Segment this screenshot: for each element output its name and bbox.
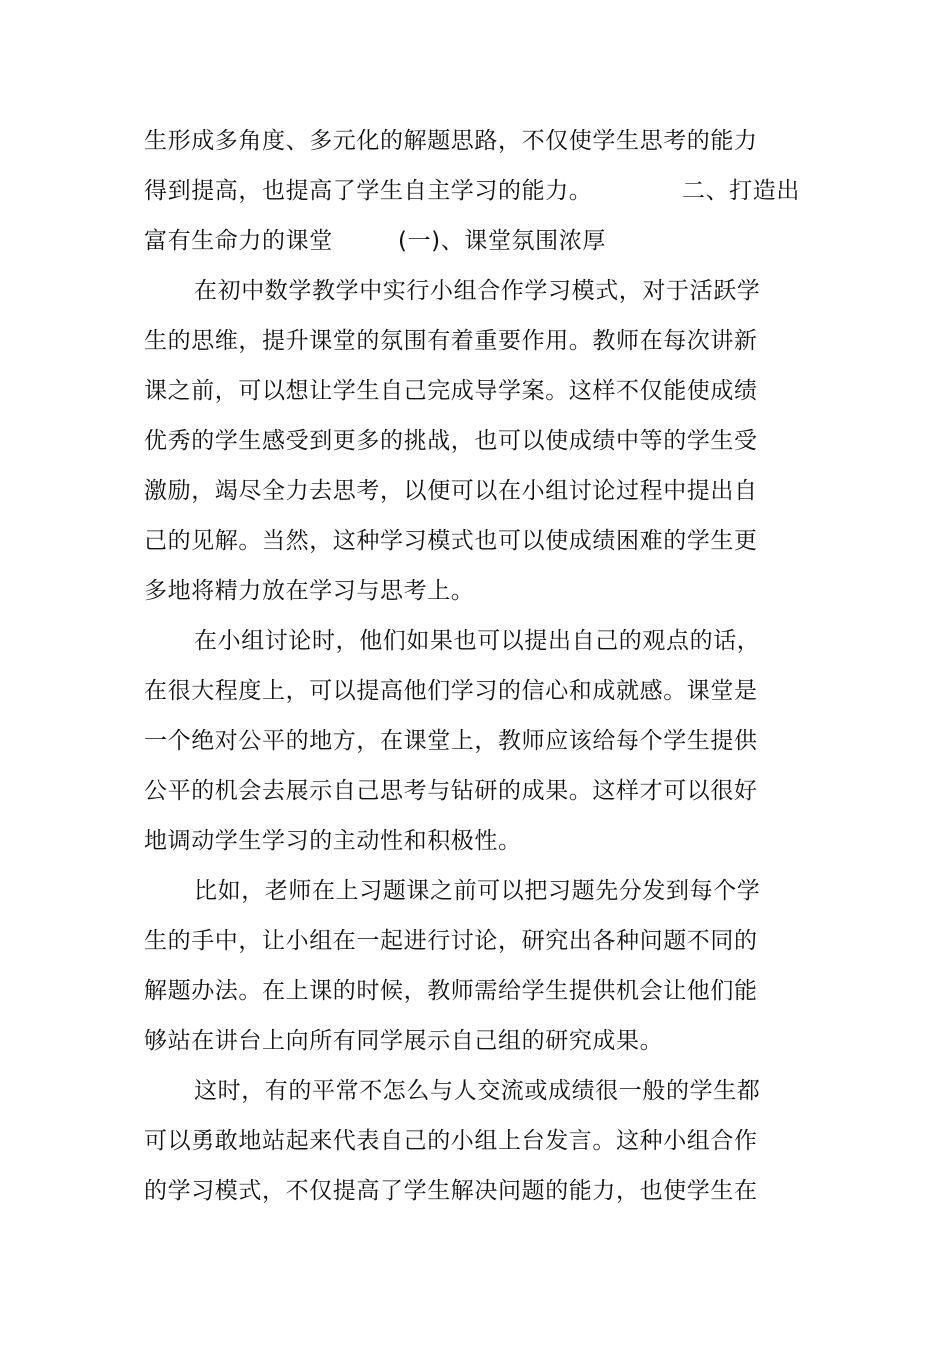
text-line: 课之前，可以想让学生自己完成导学案。这样不仅能使成绩 <box>144 378 758 404</box>
paragraph-first-line: 在初中数学教学中实行小组合作学习模式，对于活跃学 <box>194 278 761 304</box>
text-line: 在很大程度上，可以提高他们学习的信心和成就感。课堂是 <box>144 678 758 704</box>
text-segment: 得到提高，也提高了学生自主学习的能力。 <box>144 178 593 204</box>
paragraph-first-line: 这时，有的平常不怎么与人交流或成绩很一般的学生都 <box>194 1078 761 1104</box>
section-heading-continued: 富有生命力的课堂 <box>144 228 333 254</box>
paragraph-first-line: 比如，老师在上习题课之前可以把习题先分发到每个学 <box>194 878 761 904</box>
text-line: 可以勇敢地站起来代表自己的小组上台发言。这种小组合作 <box>144 1128 758 1154</box>
text-line: 多地将精力放在学习与思考上。 <box>144 578 475 604</box>
text-line: 的学习模式，不仅提高了学生解决问题的能力，也使学生在 <box>144 1178 758 1204</box>
text-line: 生形成多角度、多元化的解题思路，不仅使学生思考的能力 <box>144 128 758 154</box>
subsection-heading: (一)、课堂氛围浓厚 <box>398 228 606 254</box>
text-line: 解题办法。在上课的时候，教师需给学生提供机会让他们能 <box>144 978 758 1004</box>
text-line: 己的见解。当然，这种学习模式也可以使成绩困难的学生更 <box>144 528 758 554</box>
text-line: 够站在讲台上向所有同学展示自己组的研究成果。 <box>144 1028 664 1054</box>
text-line: 生的思维，提升课堂的氛围有着重要作用。教师在每次讲新 <box>144 328 758 354</box>
text-line: 激励，竭尽全力去思考，以便可以在小组讨论过程中提出自 <box>144 478 758 504</box>
text-line: 地调动学生学习的主动性和积极性。 <box>144 828 522 854</box>
text-line: 一个绝对公平的地方，在课堂上，教师应该给每个学生提供 <box>144 728 758 754</box>
section-heading: 二、打造出 <box>682 178 800 204</box>
text-line: 生的手中，让小组在一起进行讨论，研究出各种问题不同的 <box>144 928 758 954</box>
text-line: 优秀的学生感受到更多的挑战，也可以使成绩中等的学生受 <box>144 428 758 454</box>
text-line: 公平的机会去展示自己思考与钻研的成果。这样才可以很好 <box>144 778 758 804</box>
paragraph-first-line: 在小组讨论时，他们如果也可以提出自己的观点的话， <box>194 628 761 654</box>
